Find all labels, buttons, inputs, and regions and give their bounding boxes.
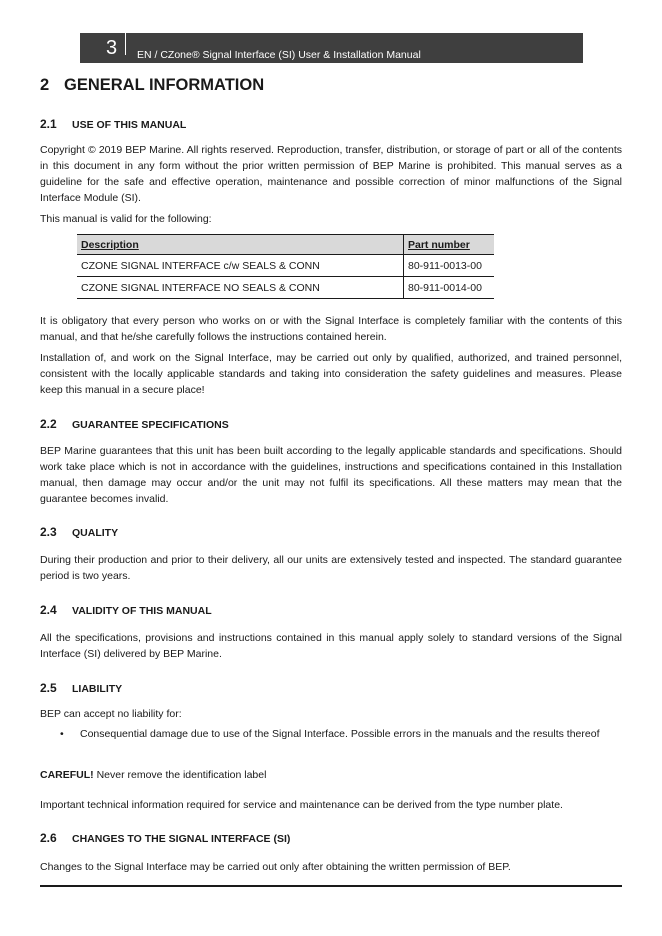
careful-text: Never remove the identification label <box>93 769 267 781</box>
column-header-description: Description <box>77 235 404 255</box>
subsection-number: 2.4 <box>40 603 57 617</box>
bullet: • <box>60 728 64 740</box>
list-item-text: Consequential damage due to use of the Signal Interface. Possible errors in the manuals and the results thereof <box>80 728 600 740</box>
liability-list <box>40 726 599 742</box>
section-title: GENERAL INFORMATION <box>64 76 265 94</box>
guarantee-paragraph: BEP Marine guarantees that this unit has been built according to the legally applicable standards and specifications. Should work take place which is not in accordance with the guidelines, instructions and specifications contained in this Installation manual, then damage may occur and/or the unit may not fulfil its specifications. All these matters may mean that the guarantee becomes invalid. <box>40 445 622 505</box>
liability-intro: BEP can accept no liability for: <box>40 708 182 720</box>
table-row <box>77 255 494 277</box>
column-header-part-number: Part number <box>404 235 495 255</box>
footer-rule <box>40 885 622 887</box>
changes-paragraph: Changes to the Signal Interface may be carried out only after obtaining the written permission of BEP. <box>40 861 511 873</box>
page-header <box>80 33 583 63</box>
valid-for-paragraph: This manual is valid for the following: <box>40 213 212 225</box>
list-item <box>40 726 599 742</box>
table-cell-description: CZONE SIGNAL INTERFACE NO SEALS & CONN <box>77 277 404 299</box>
page-number: 3 <box>106 37 118 59</box>
subsection-2-2-heading <box>40 417 229 432</box>
header-divider <box>125 33 126 55</box>
table-header-row <box>77 235 494 255</box>
section-heading <box>40 75 264 95</box>
table-cell-part-number: 80-911-0013-00 <box>404 255 495 277</box>
subsection-title: GUARANTEE SPECIFICATIONS <box>72 419 229 431</box>
type-plate-paragraph: Important technical information required for service and maintenance can be derived from the type number plate. <box>40 799 563 811</box>
careful-note <box>40 767 622 783</box>
subsection-title: QUALITY <box>72 527 119 539</box>
subsection-title: USE OF THIS MANUAL <box>72 119 187 131</box>
subsection-2-5-heading <box>40 681 122 696</box>
section-number: 2 <box>40 76 50 94</box>
copyright-paragraph: Copyright © 2019 BEP Marine. All rights reserved. Reproduction, transfer, distribution, or storage of part or all of the contents in this document in any form without the prior written permission of BEP Marine is prohibited. This manual serves as a guideline for the safe and effective operation, maintenance and possible correction of minor malfunctions of the Signal Interface Module (SI). <box>40 144 622 204</box>
quality-paragraph: During their production and prior to their delivery, all our units are extensively tested and inspected. The standard guarantee period is two years. <box>40 554 622 582</box>
subsection-title: VALIDITY OF THIS MANUAL <box>72 605 212 617</box>
careful-label: CAREFUL! <box>40 769 94 781</box>
table-row <box>77 277 494 299</box>
subsection-2-1-heading <box>40 117 186 132</box>
part-number-table <box>77 234 494 299</box>
subsection-title: LIABILITY <box>72 683 123 695</box>
subsection-title: CHANGES TO THE SIGNAL INTERFACE (SI) <box>72 833 291 845</box>
subsection-number: 2.3 <box>40 525 57 539</box>
table-cell-part-number: 80-911-0014-00 <box>404 277 495 299</box>
subsection-number: 2.5 <box>40 681 57 695</box>
subsection-2-3-heading <box>40 525 118 540</box>
subsection-number: 2.1 <box>40 117 57 131</box>
subsection-2-6-heading <box>40 831 290 846</box>
obligation-paragraph: It is obligatory that every person who works on or with the Signal Interface is completely familiar with the contents of this manual, and that he/she carefully follows the instructions contained herein. <box>40 315 622 343</box>
table-cell-description: CZONE SIGNAL INTERFACE c/w SEALS & CONN <box>77 255 404 277</box>
validity-paragraph: All the specifications, provisions and instructions contained in this manual apply solely to standard versions of the Signal Interface (SI) delivered by BEP Marine. <box>40 632 622 660</box>
document-title: EN / CZone® Signal Interface (SI) User & Installation Manual <box>137 49 421 61</box>
installation-paragraph: Installation of, and work on the Signal Interface, may be carried out only by qualified, authorized, and trained personnel, consistent with the locally applicable standards and taking into consideration the safety guidelines and measures. Please keep this manual in a secure place! <box>40 352 622 396</box>
subsection-number: 2.2 <box>40 417 57 431</box>
subsection-number: 2.6 <box>40 831 57 845</box>
subsection-2-4-heading <box>40 603 212 618</box>
